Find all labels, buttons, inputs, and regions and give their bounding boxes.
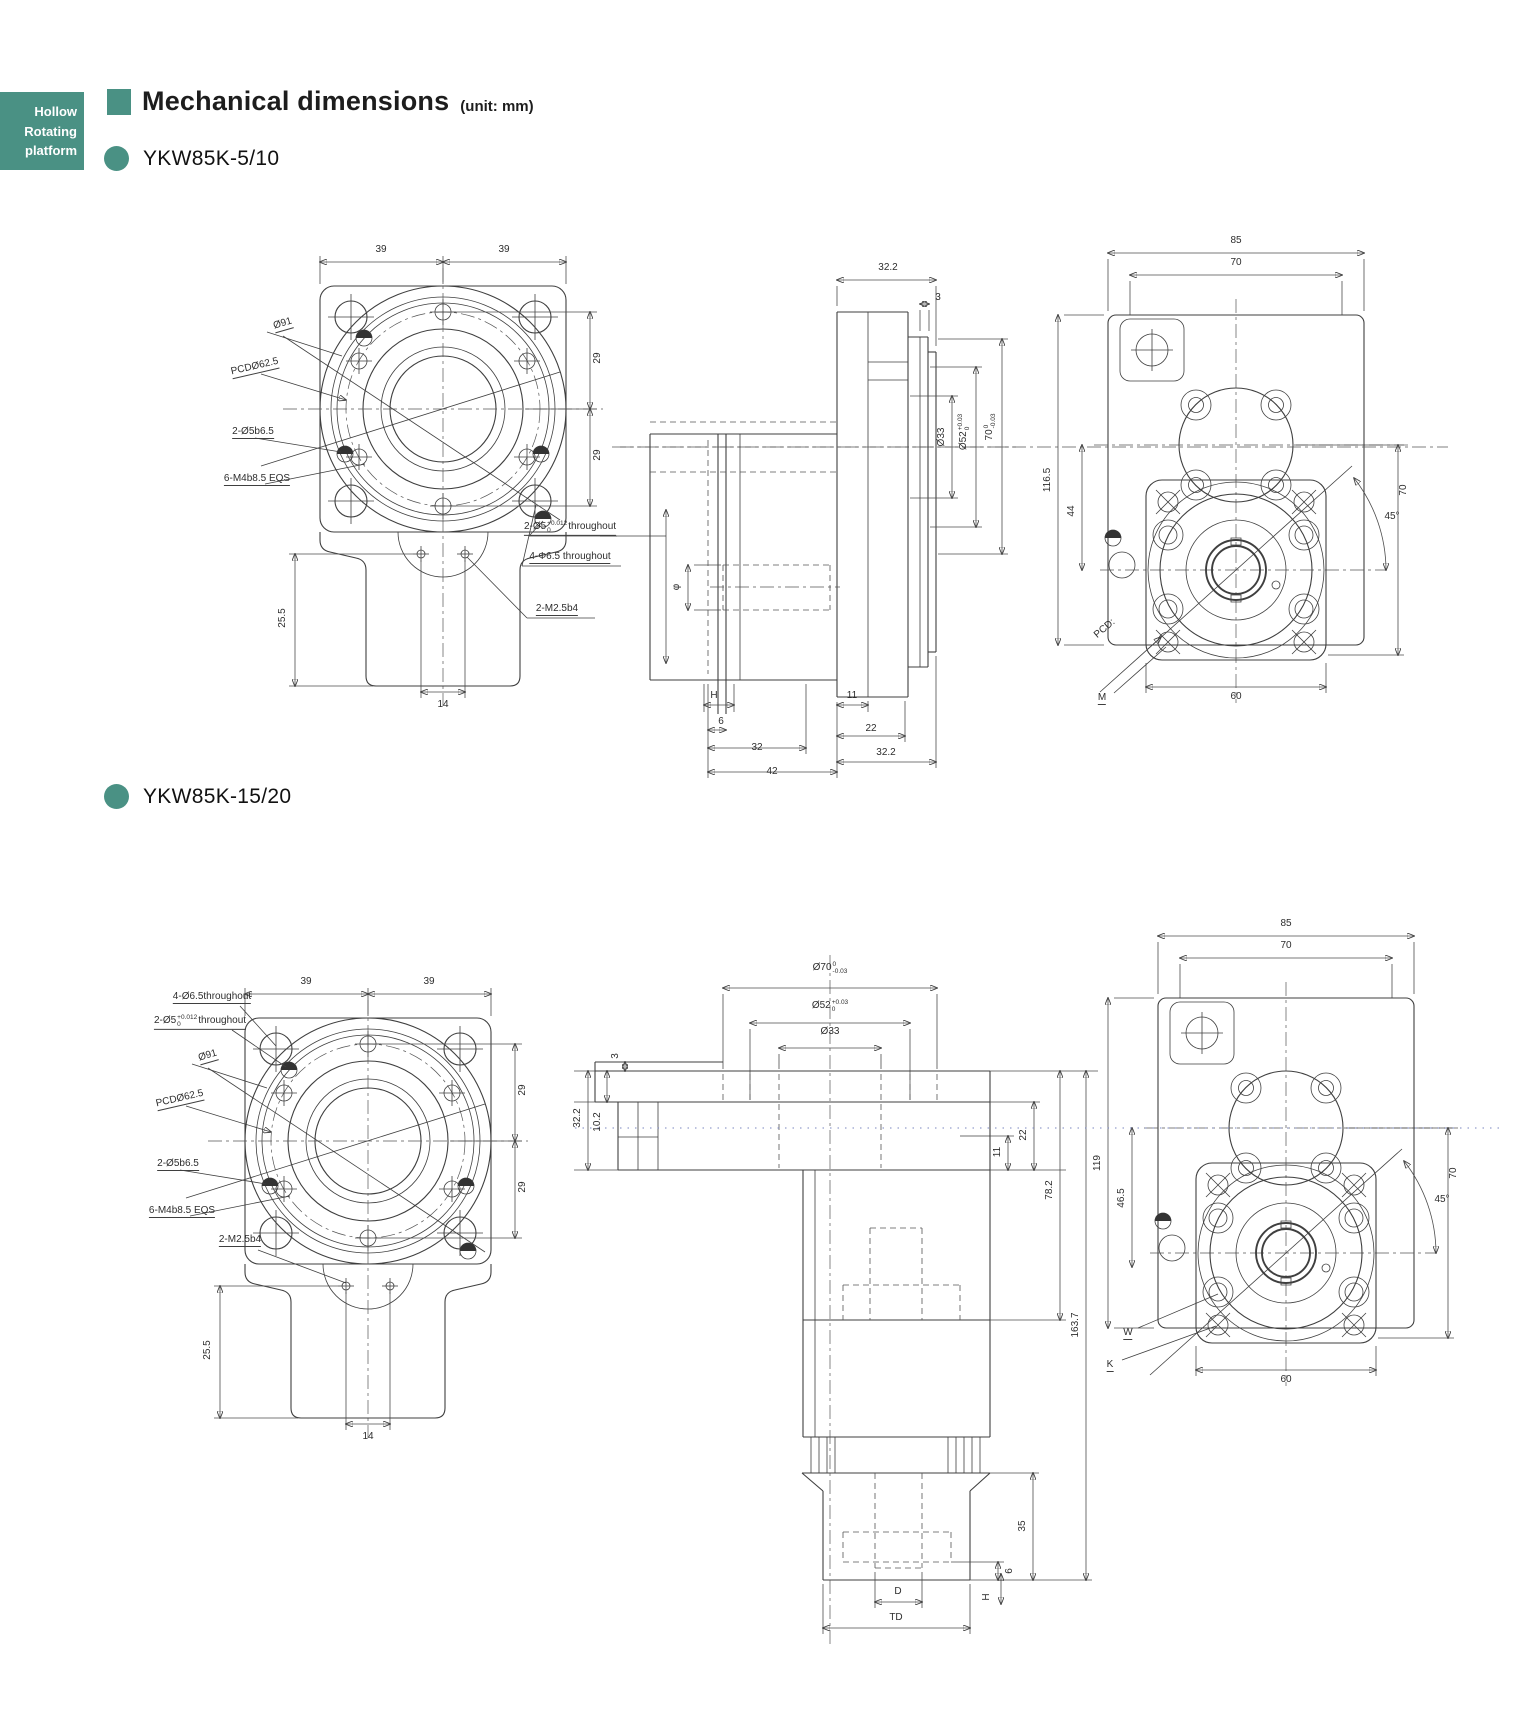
section-heading-ykw85k-5-10 (104, 146, 279, 171)
dim-163-7: 163.7 (1070, 1312, 1081, 1338)
unit-note: (unit: mm) (460, 98, 534, 115)
dim-d: D (894, 1586, 902, 1597)
dim-78-2: 78.2 (1044, 1180, 1055, 1200)
dim-39-right: 39 (498, 244, 510, 255)
dim-46-5: 46.5 (1116, 1188, 1127, 1208)
dim-phi: φ (671, 583, 682, 591)
dim-3: 3 (610, 1053, 621, 1059)
dim-39-left: 39 (300, 976, 312, 987)
callout-dia91: Ø91 (271, 315, 294, 332)
callout-4-o6-5: 4-Ø6.5throughout (172, 991, 252, 1002)
dim-h: H (981, 1593, 992, 1601)
section-title: YKW85K-15/20 (143, 784, 292, 808)
section-heading-ykw85k-15-20 (104, 784, 291, 809)
callout-2-o5-tol: 2-Ø5 +0.012 0 throughout (154, 1014, 246, 1030)
dim-42: 42 (766, 766, 778, 777)
dim-85: 85 (1230, 235, 1242, 246)
callout-2-m2-5b4: 2-M2.5b4 (218, 1234, 262, 1245)
callout-2-o5b6-5: 2-Ø5b6.5 (232, 426, 274, 437)
callout-2-o5b6-5: 2-Ø5b6.5 (157, 1158, 199, 1169)
dim-70-tol: 70 0 -0.03 (982, 413, 997, 441)
dim-35: 35 (1017, 1520, 1028, 1532)
dim-70-top: 70 (1230, 257, 1242, 268)
dim-85: 85 (1280, 918, 1292, 929)
dim-70-right: 70 (1398, 484, 1409, 496)
dim-60: 60 (1280, 1374, 1292, 1385)
dim-25-5: 25.5 (202, 1340, 213, 1360)
badge-line: Hollow (34, 104, 77, 119)
drawing-rear-5-10 (1058, 315, 1166, 693)
callout-w: W (1123, 1327, 1133, 1338)
callout-2-m2-5b4: 2-M2.5b4 (535, 603, 579, 614)
callout-m: M (1097, 692, 1107, 703)
page-title-row (107, 86, 534, 117)
badge-line: platform (25, 143, 77, 158)
section-bullet-icon (104, 146, 129, 171)
dim-3: 3 (935, 292, 941, 303)
drawing-side-5-10 (600, 280, 1020, 778)
dim-45deg: 45° (1434, 1194, 1450, 1205)
dim-29-bottom: 29 (517, 1181, 528, 1193)
dim-32-2-bottom: 32.2 (876, 747, 896, 758)
drawing-side-15-20 (574, 955, 1098, 1648)
dim-dia70-tol: Ø70 0 -0.03 (812, 960, 848, 975)
dim-32: 32 (751, 742, 763, 753)
dim-dia52-tol: Ø52 +0.03 0 (956, 413, 971, 451)
dim-32-2-top: 32.2 (878, 262, 898, 273)
dim-6: 6 (1004, 1568, 1015, 1574)
dim-39-left: 39 (375, 244, 387, 255)
dim-22: 22 (1018, 1129, 1029, 1141)
dim-14: 14 (437, 699, 449, 710)
dim-70-right: 70 (1448, 1167, 1459, 1179)
dim-10-2: 10.2 (592, 1112, 603, 1132)
dim-39-right: 39 (423, 976, 435, 987)
drawing-rear-15-20 (1108, 998, 1218, 1360)
callout-pcd: PCD: (1091, 616, 1118, 641)
callout-pcd62-5: PCDØ62.5 (154, 1087, 205, 1110)
dim-h: H (710, 690, 718, 701)
dim-dia52-tol: Ø52 +0.03 0 (811, 998, 849, 1013)
dim-22: 22 (865, 723, 877, 734)
dim-119: 119 (1092, 1155, 1103, 1171)
dim-11: 11 (992, 1146, 1003, 1158)
section-title: YKW85K-5/10 (143, 146, 280, 170)
dim-44: 44 (1066, 505, 1077, 517)
callout-4-o6-5: 4-Φ6.5 throughout (529, 551, 611, 562)
dim-6: 6 (718, 716, 724, 727)
dim-29-top: 29 (517, 1084, 528, 1096)
dim-14: 14 (362, 1431, 374, 1442)
dim-70-top: 70 (1280, 940, 1292, 951)
callout-2-o5-tol: 2-Ø5 +0.012 0 throughout (524, 520, 616, 536)
callout-k: K (1106, 1359, 1114, 1370)
dim-td: TD (889, 1612, 903, 1623)
dim-dia33: Ø33 (936, 427, 947, 447)
dim-25-5: 25.5 (277, 608, 288, 628)
callout-6-m4b8-5: 6-M4b8.5 EQS (223, 473, 291, 484)
dim-11: 11 (846, 690, 858, 701)
callout-6-m4b8-5: 6-M4b8.5 EQS (148, 1205, 216, 1216)
dim-dia33: Ø33 (820, 1026, 840, 1037)
dim-29-bottom: 29 (592, 449, 603, 461)
callout-dia91: Ø91 (196, 1047, 219, 1064)
dim-45deg: 45° (1384, 511, 1400, 522)
dim-29-top: 29 (592, 352, 603, 364)
page-title: Mechanical dimensions (142, 86, 450, 116)
dim-60: 60 (1230, 691, 1242, 702)
dim-116-5: 116.5 (1042, 467, 1053, 493)
callout-pcd62-5: PCDØ62.5 (229, 355, 280, 378)
dim-32-2: 32.2 (572, 1108, 583, 1128)
title-square-icon (107, 89, 131, 115)
badge-line: Rotating (24, 123, 77, 139)
corner-badge (0, 92, 84, 170)
section-bullet-icon (104, 784, 129, 809)
